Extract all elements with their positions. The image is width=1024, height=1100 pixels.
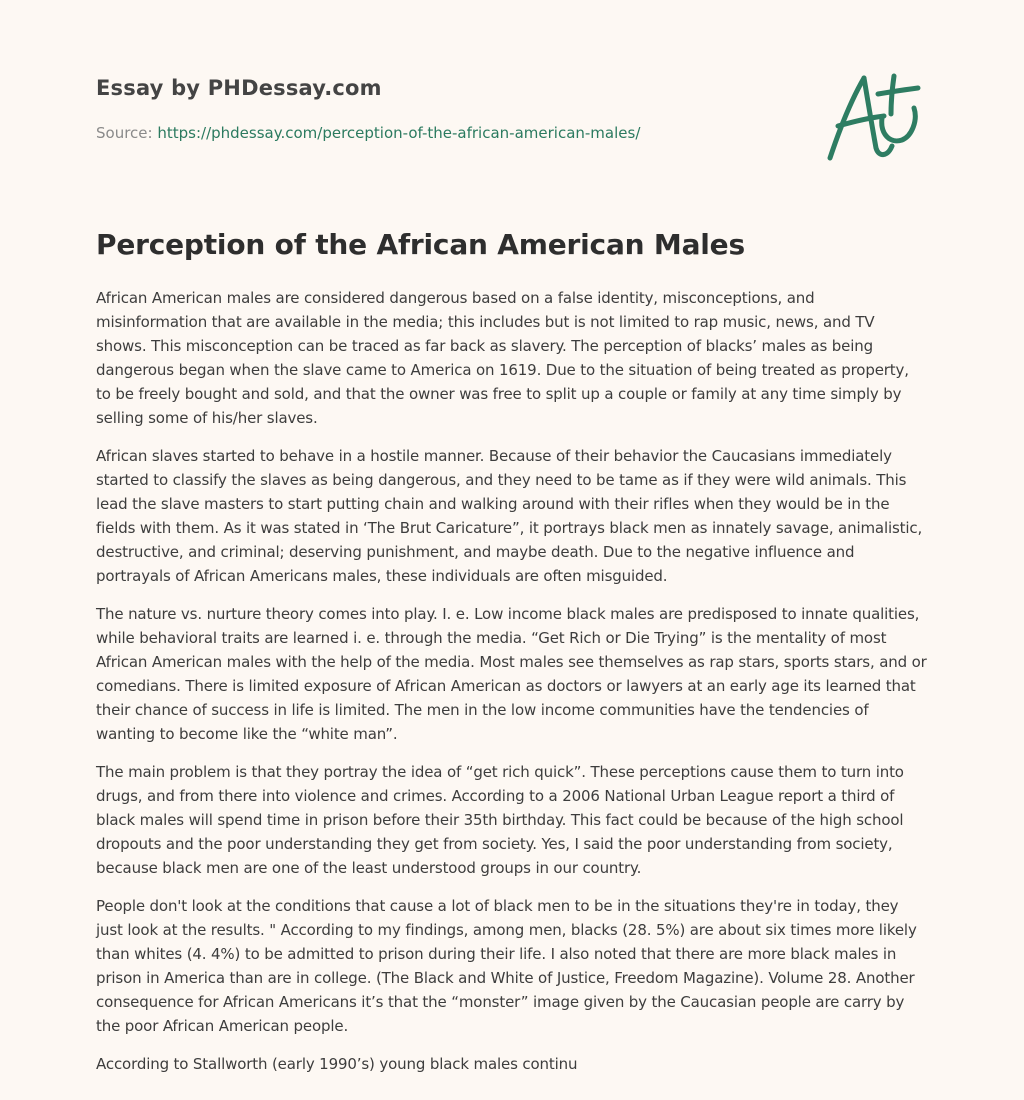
essay-content	[96, 222, 928, 1090]
a-plus-logo-icon	[824, 68, 926, 164]
source-link[interactable]: https://phdessay.com/perception-of-the-african-american-males/	[157, 124, 641, 142]
source-line	[96, 124, 640, 142]
essay-paragraph: The main problem is that they portray the idea of “get rich quick”. These perceptions cause them to turn into drugs, and from there into violence and crimes. According to a 2006 National Urban League report a third of black males will spend time in prison before their 35th birthday. This fact could be because of the high school dropouts and the poor understanding they get from society. Yes, I said the poor understanding from society, because black men are one of the least understood groups in our country.	[96, 763, 904, 877]
essay-paragraph-truncated: According to Stallworth (early 1990’s) young black males continu	[96, 1055, 578, 1073]
essay-paragraph: African slaves started to behave in a hostile manner. Because of their behavior the Caucasians immediately started to classify the slaves as being dangerous, and they need to be tame as if they were wild animals. This lead the slave masters to start putting chain and walking around with their rifles when they would be in the fields with them. As it was stated in ‘The Brut Caricature”, it portrays black men as innately savage, animalistic, destructive, and criminal; deserving punishment, and maybe death. Due to the negative influence and portrayals of African Americans males, these individuals are often misguided.	[96, 447, 923, 585]
source-label: Source:	[96, 124, 153, 142]
essay-body	[96, 286, 928, 1076]
essay-paragraph: The nature vs. nurture theory comes into play. I. e. Low income black males are predisposed to innate qualities, while behavioral traits are learned i. e. through the media. “Get Rich or Die Trying” is the mentality of most African American males with the help of the media. Most males see themselves as rap stars, sports stars, and or comedians. There is limited exposure of African American as doctors or lawyers at an early age its learned that their chance of success in life is limited. The men in the low income communities have the tendencies of wanting to become like the “white man”.	[96, 605, 927, 743]
page-header	[96, 0, 936, 200]
site-title: Essay by PHDessay.com	[96, 76, 382, 100]
essay-paragraph: African American males are considered dangerous based on a false identity, misconceptions, and misinformation that are available in the media; this includes but is not limited to rap music, news, and TV shows. This misconception can be traced as far back as slavery. The perception of blacks’ males as being dangerous began when the slave came to America on 1619. Due to the situation of being treated as property, to be freely bought and sold, and that the owner was free to split up a couple or family at any time simply by selling some of his/her slaves.	[96, 289, 909, 427]
essay-paragraph: People don't look at the conditions that cause a lot of black men to be in the situations they're in today, they just look at the results. " According to my findings, among men, blacks (28. 5%) are about six times more likely than whites (4. 4%) to be admitted to prison during their life. I also noted that there are more black males in prison in America than are in college. (The Black and White of Justice, Freedom Magazine). Volume 28. Another consequence for African Americans it’s that the “monster” image given by the Caucasian people are carry by the poor African American people.	[96, 897, 917, 1035]
essay-title: Perception of the African American Males	[96, 228, 745, 261]
